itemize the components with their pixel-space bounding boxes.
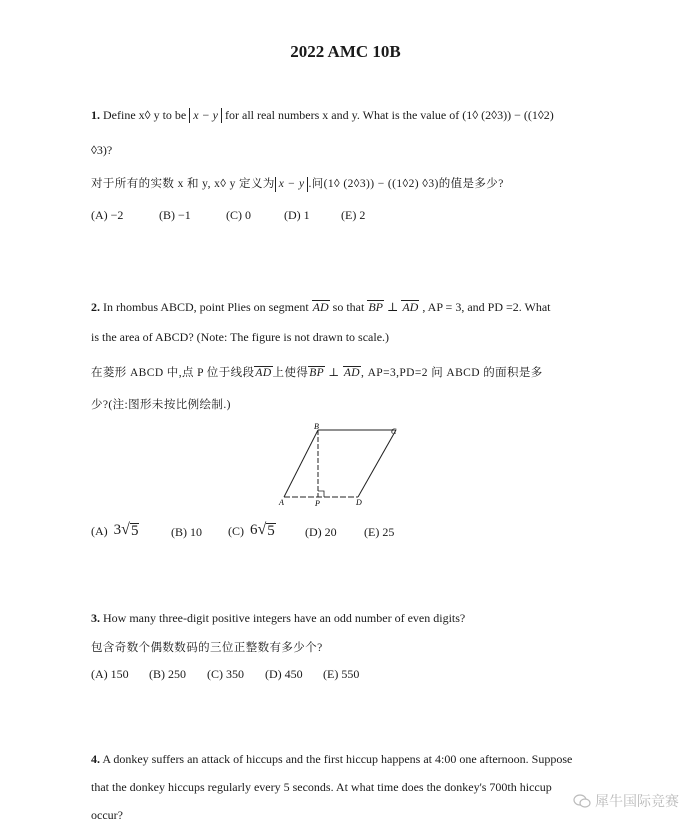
problem-3-choice-d: (D) 450 xyxy=(265,667,303,681)
watermark xyxy=(573,791,679,811)
problem-3-line-1: 3. How many three-digit positive integers have an odd number of even digits? xyxy=(91,611,466,625)
problem-4-line-3: occur? xyxy=(91,808,123,822)
label-d: D xyxy=(356,498,362,507)
segment-bp: BP xyxy=(368,300,384,314)
wechat-icon xyxy=(573,793,591,809)
problem-2-line-2: is the area of ABCD? (Note: The figure is not drawn to scale.) xyxy=(91,330,390,344)
problem-2-number: 2. xyxy=(91,300,100,314)
problem-3-choice-c: (C) 350 xyxy=(207,667,244,681)
segment-ad: AD xyxy=(255,367,272,379)
sqrt-expression: 6 √ 5 xyxy=(250,521,275,539)
label-b: B xyxy=(314,422,319,431)
side-cd xyxy=(358,430,396,497)
problem-1-choice-e: (E) 2 xyxy=(341,208,366,222)
problem-1-chinese: 对于所有的实数 x 和 y, x◊ y 定义为 x − y .问(1◊ (2◊3)) − ((1◊2) ◊3)的值是多少? xyxy=(91,178,504,190)
problem-2-chinese-line-2: 少?(注:图形未按比例绘制.) xyxy=(91,399,231,411)
label-c: C xyxy=(391,427,397,436)
problem-3-number: 3. xyxy=(91,611,100,625)
problem-2-choice-b: (B) 10 xyxy=(171,525,202,539)
page-title: 2022 AMC 10B xyxy=(290,42,401,61)
radical-symbol: √ xyxy=(257,521,267,538)
watermark-text: 犀牛国际竞赛 xyxy=(595,794,679,810)
problem-2-choice-a: (A) 3 √ 5 xyxy=(91,521,139,539)
label-p: P xyxy=(315,499,320,508)
problem-2-chinese-line-1: 在菱形 ABCD 中,点 P 位于线段AD上使得BP ⊥ AD, AP=3,PD=2 问 ABCD 的面积是多 xyxy=(91,367,543,379)
segment-ad: AD xyxy=(312,300,329,314)
problem-1-choice-c: (C) 0 xyxy=(226,208,251,222)
problem-1-number: 1. xyxy=(91,108,100,122)
radical-symbol: √ xyxy=(121,521,130,538)
problem-1-line-1: 1. Define x◊ y to be x − y for all real numbers x and y. What is the value of (1◊ (2◊3)) − ((1◊2) xyxy=(91,108,554,122)
label-a: A xyxy=(279,498,284,507)
problem-1-choice-a: (A) −2 xyxy=(91,208,124,222)
problem-3-choice-b: (B) 250 xyxy=(149,667,186,681)
problem-1-choice-d: (D) 1 xyxy=(284,208,310,222)
problem-2-line-1: 2. In rhombus ABCD, point Plies on segment AD so that BP ⊥ AD , AP = 3, and PD =2. What xyxy=(91,300,551,314)
problem-2-choice-e: (E) 25 xyxy=(364,525,395,539)
segment-bp: BP xyxy=(309,367,325,379)
problem-3-choice-e: (E) 550 xyxy=(323,667,360,681)
sqrt-expression: 3 √ 5 xyxy=(113,521,139,539)
right-angle-mark xyxy=(318,491,324,497)
problem-1-line-2: ◊3)? xyxy=(91,143,113,157)
problem-1-choice-b: (B) −1 xyxy=(159,208,191,222)
side-ab xyxy=(284,430,318,497)
rhombus-figure xyxy=(270,420,410,512)
segment-ad: AD xyxy=(343,367,361,379)
absolute-value-expression: x − y xyxy=(189,108,222,123)
problem-3-chinese: 包含奇数个偶数数码的三位正整数有多少个? xyxy=(91,642,323,654)
segment-ad: AD xyxy=(402,300,419,314)
problem-4-line-2: that the donkey hiccups regularly every 5 seconds. At what time does the donkey's 700th hiccup xyxy=(91,780,552,794)
problem-4-number: 4. xyxy=(91,752,100,766)
problem-2-choice-c: (C) 6 √ 5 xyxy=(228,521,275,539)
problem-4-line-1: 4. A donkey suffers an attack of hiccups and the first hiccup happens at 4:00 one afternoon. Suppose xyxy=(91,752,573,766)
absolute-value-expression: x − y xyxy=(275,177,309,192)
problem-3-choice-a: (A) 150 xyxy=(91,667,129,681)
problem-2-choice-d: (D) 20 xyxy=(305,525,337,539)
